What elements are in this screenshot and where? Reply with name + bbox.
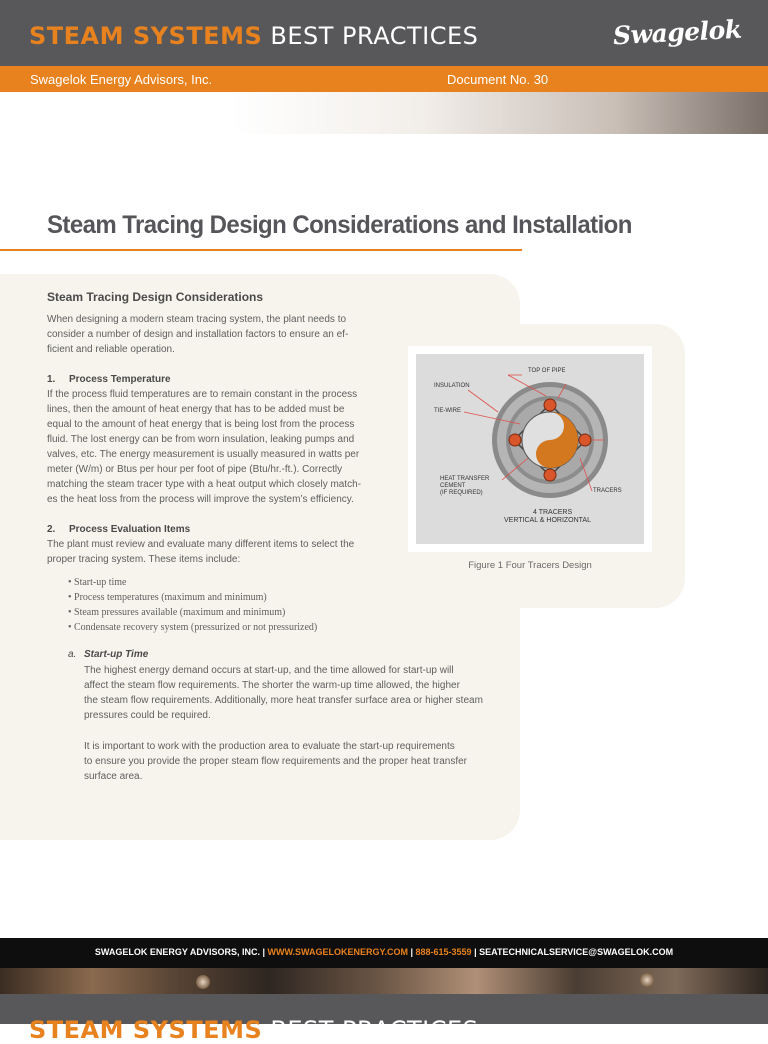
sub-a-line: affect the steam flow requirements. The shorter the warm-up time allowed, the higher (84, 680, 460, 691)
next-series-accent: STEAM SYSTEMS (29, 1016, 263, 1044)
tracer-left (509, 434, 521, 446)
subheader-bar (0, 66, 768, 92)
item2-number: 2. (47, 524, 56, 535)
sub-a-line: The highest energy demand occurs at start-up, and the time allowed for start-up will (84, 665, 454, 676)
sub-a-line: surface area. (84, 771, 143, 782)
sub-a-paragraph-2 (84, 739, 467, 784)
label-insulation: INSULATION (434, 383, 470, 389)
list-item: • Process temperatures (maximum and minimum) (68, 592, 267, 603)
sub-a-title: Start-up Time (84, 649, 149, 660)
label-cement-2: CEMENT (440, 483, 466, 489)
footer-photo-strip (0, 968, 768, 994)
label-main-1: 4 TRACERS (533, 509, 573, 516)
item2-paragraph (47, 537, 354, 567)
label-top-of-pipe: TOP OF PIPE (528, 368, 566, 374)
item1-paragraph (47, 387, 361, 507)
footer-phone[interactable]: 888-615-3559 (415, 947, 472, 957)
footer-separator: | (407, 947, 416, 957)
item1-line: matching the steam tracer type with a heat output which closely match- (47, 479, 362, 490)
label-cement-3: (IF REQUIRED) (440, 490, 483, 496)
title-divider (0, 249, 522, 251)
swagelok-logo: Swagelok (612, 14, 743, 51)
label-cement-1: HEAT TRANSFER (440, 476, 490, 482)
company-name: Swagelok Energy Advisors, Inc. (30, 72, 213, 87)
intro-paragraph (47, 312, 348, 357)
item1-heading (47, 373, 171, 387)
tracer-right (579, 434, 591, 446)
figure-four-tracers (408, 346, 652, 552)
footer-contact-bar (0, 938, 768, 968)
list-item: • Steam pressures available (maximum and minimum) (68, 607, 286, 618)
evaluation-items-list (68, 575, 317, 635)
list-item: • Condensate recovery system (pressurized or not pressurized) (68, 622, 318, 633)
item1-line: fluid. The lost energy can be from worn insulation, leaking pumps and (47, 434, 355, 445)
sub-a-heading (68, 649, 148, 660)
document-number: Document No. 30 (447, 72, 549, 87)
intro-line: ficient and reliable operation. (47, 344, 175, 355)
item1-line: lines, then the amount of heat energy that has to be added must be (47, 404, 345, 415)
figure-caption: Figure 1 Four Tracers Design (468, 560, 592, 571)
footer-contact-text (0, 947, 768, 958)
footer-website-link[interactable]: WWW.SWAGELOKENERGY.COM (267, 947, 408, 957)
intro-line: consider a number of design and installation factors to ensure an ef- (47, 329, 349, 340)
bolt-graphic (640, 973, 654, 987)
sub-a-line: pressures could be required. (84, 710, 211, 721)
pointer-insulation (468, 390, 498, 412)
label-main-2: VERTICAL & HORIZONTAL (504, 517, 591, 524)
label-tie-wire: TIE-WIRE (434, 408, 461, 414)
sub-a-paragraph-1 (84, 663, 483, 723)
footer-separator: | (471, 947, 480, 957)
list-item: • Start-up time (68, 577, 127, 588)
item1-title: Process Temperature (69, 374, 171, 385)
figure-image (416, 354, 644, 544)
tracer-top (544, 399, 556, 411)
item1-line: meter (W/m) or Btus per hour per foot of pipe (Btu/hr.-ft.). Correctly (47, 464, 343, 475)
item2-heading (47, 523, 190, 537)
bolt-graphic (196, 975, 210, 989)
page-header (0, 0, 768, 66)
sub-a-line: It is important to work with the production area to evaluate the start-up requirements (84, 741, 455, 752)
item2-line: The plant must review and evaluate many different items to select the (47, 539, 355, 550)
series-title-accent: STEAM SYSTEMS (29, 22, 263, 50)
sub-a-line: to ensure you provide the proper steam flow requirements and the proper heat transfer (84, 756, 467, 767)
label-tracers: TRACERS (593, 488, 622, 494)
next-series-rest: BEST PRACTICES (270, 1016, 479, 1044)
section-heading: Steam Tracing Design Considerations (47, 290, 264, 304)
item1-line: es the heat loss from the process will improve the system’s efficiency. (47, 494, 354, 505)
page-title: Steam Tracing Design Considerations and Installation (47, 211, 632, 239)
series-title (29, 22, 478, 50)
intro-line: When designing a modern steam tracing system, the plant needs to (47, 314, 347, 325)
series-title-rest: BEST PRACTICES (270, 22, 479, 50)
sub-a-line: the steam flow requirements. Additionally, more heat transfer surface area or higher steam (84, 695, 483, 706)
item2-line: proper tracing system. These items include: (47, 554, 241, 565)
item1-line: If the process fluid temperatures are to remain constant in the process (47, 389, 358, 400)
item2-title: Process Evaluation Items (69, 524, 191, 535)
footer-email-link[interactable]: SEATECHNICALSERVICE@SWAGELOK.COM (479, 947, 674, 957)
item1-line: equal to the amount of heat energy that is being lost from the process (47, 419, 355, 430)
sub-a-letter: a. (68, 649, 77, 660)
tracer-bottom (544, 469, 556, 481)
next-series-title (29, 1016, 478, 1044)
footer-separator: | (259, 947, 268, 957)
decorative-gradient-band (0, 92, 768, 134)
next-page-header-peek (0, 994, 768, 1044)
item1-line: valves, etc. The energy measurement is usually measured in watts per (47, 449, 360, 460)
item1-number: 1. (47, 374, 56, 385)
footer-company: SWAGELOK ENERGY ADVISORS, INC. (94, 947, 260, 957)
